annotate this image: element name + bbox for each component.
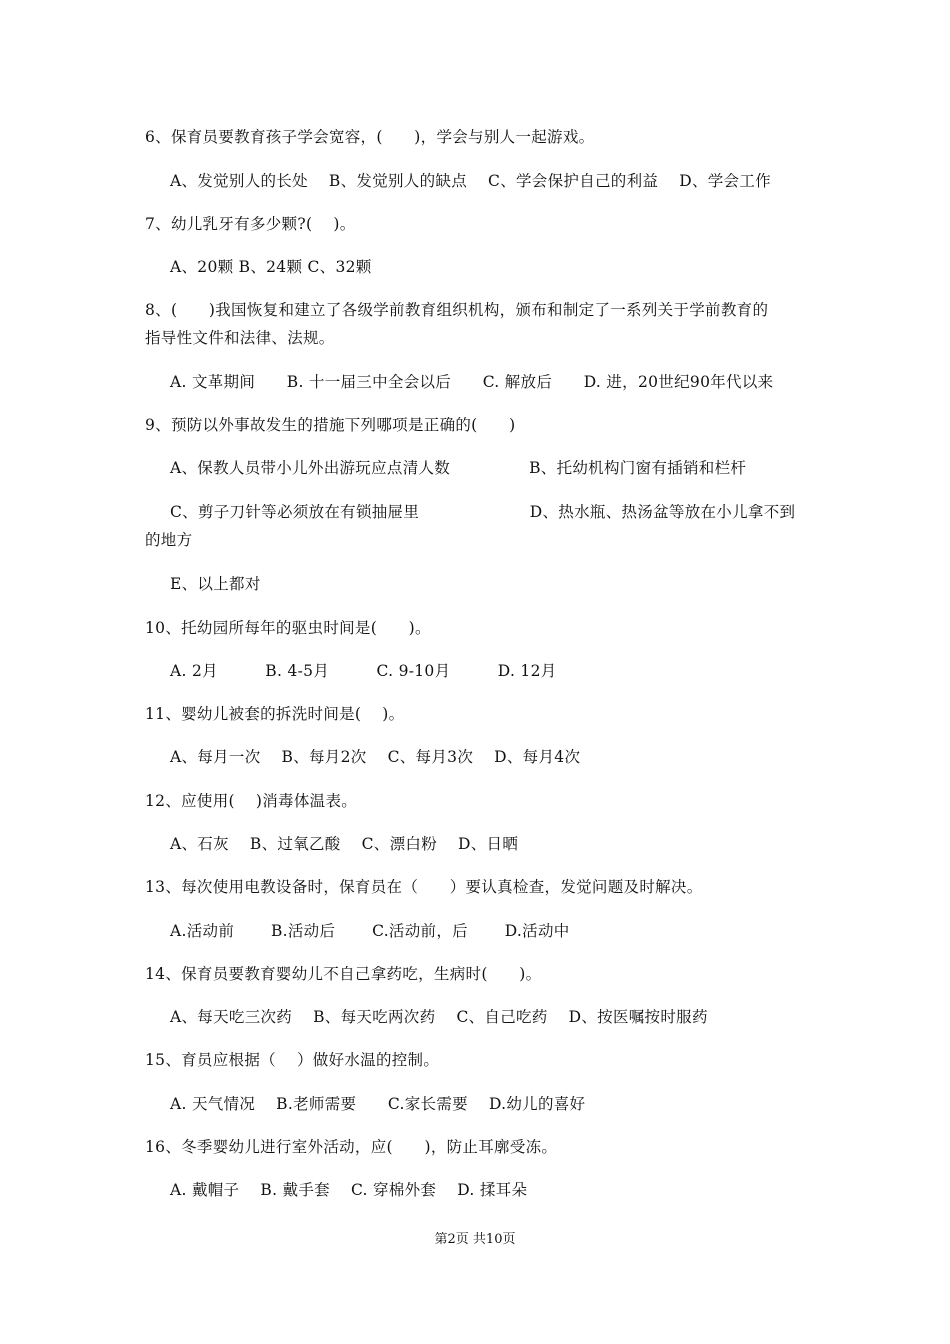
question-8-cont: 指导性文件和法律、法规。 [145,329,335,347]
question-14: 14、保育员要教育婴幼儿不自己拿药吃，生病时( )。 [145,965,542,983]
question-11: 11、婴幼儿被套的拆洗时间是( )。 [145,705,405,723]
question-6: 6、保育员要教育孩子学会宽容，( )，学会与别人一起游戏。 [145,128,595,146]
options-12: A、石灰 B、过氧乙酸 C、漂白粉 D、日晒 [170,835,519,853]
options-9-wrap: 的地方 [145,531,193,549]
question-16: 16、冬季婴幼儿进行室外活动，应( )，防止耳廓受冻。 [145,1138,558,1156]
question-8: 8、( )我国恢复和建立了各级学前教育组织机构，颁布和制定了一系列关于学前教育的 [145,301,769,319]
options-8: A. 文革期间 B. 十一届三中全会以后 C. 解放后 D. 进，20世纪90年代以来 [170,373,774,391]
question-13: 13、每次使用电教设备时，保育员在（ ）要认真检查，发觉问题及时解决。 [145,878,703,896]
options-14: A、每天吃三次药 B、每天吃两次药 C、自己吃药 D、按医嘱按时服药 [170,1008,708,1026]
question-12: 12、应使用( )消毒体温表。 [145,792,358,810]
question-10: 10、托幼园所每年的驱虫时间是( )。 [145,619,431,637]
page-footer: 第2页 共10页 [434,1232,516,1247]
options-16: A. 戴帽子 B. 戴手套 C. 穿棉外套 D. 揉耳朵 [170,1181,528,1199]
options-11: A、每月一次 B、每月2次 C、每月3次 D、每月4次 [170,748,581,766]
options-10: A. 2月 B. 4-5月 C. 9-10月 D. 12月 [170,662,557,680]
options-9-ab: A、保教人员带小儿外出游玩应点清人数 B、托幼机构门窗有插销和栏杆 [170,459,747,477]
options-13: A.活动前 B.活动后 C.活动前，后 D.活动中 [170,922,570,940]
question-7: 7、幼儿乳牙有多少颗?( )。 [145,215,356,233]
options-9-cd: C、剪子刀针等必须放在有锁抽屉里 D、热水瓶、热汤盆等放在小儿拿不到 [170,503,796,521]
options-15: A. 天气情况 B.老师需要 C.家长需要 D.幼儿的喜好 [170,1095,586,1113]
options-9-e: E、以上都对 [170,575,261,593]
question-15: 15、育员应根据（ ）做好水温的控制。 [145,1051,440,1069]
question-9: 9、预防以外事故发生的措施下列哪项是正确的( ) [145,416,516,434]
options-6: A、发觉别人的长处 B、发觉别人的缺点 C、学会保护自己的利益 D、学会工作 [170,172,771,190]
options-7: A、20颗 B、24颗 C、32颗 [170,258,372,276]
